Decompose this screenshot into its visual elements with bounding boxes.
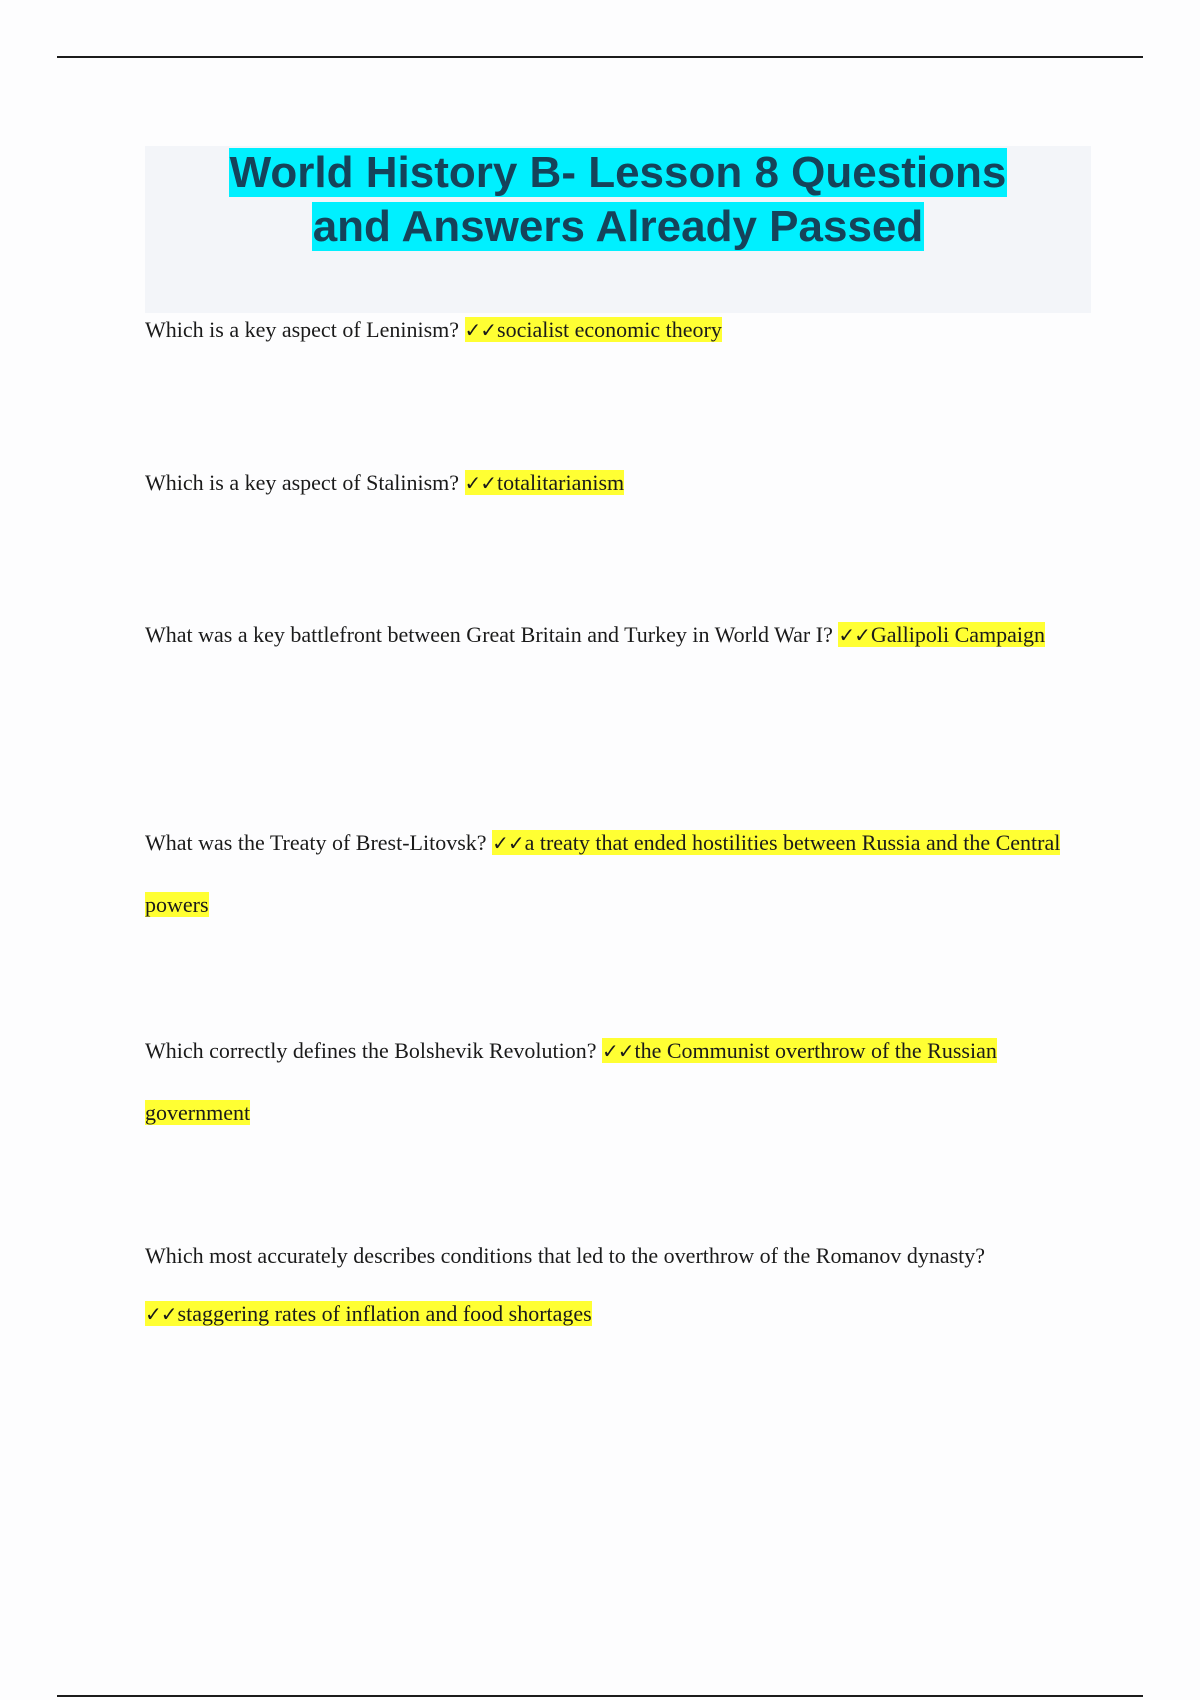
question-text: What was the Treaty of Brest-Litovsk? (145, 830, 493, 855)
double-check-icon: ✓✓ (601, 1039, 634, 1063)
answer-text: ✓✓Gallipoli Campaign (838, 622, 1046, 647)
double-check-icon: ✓✓ (838, 623, 870, 647)
question-text: What was a key battlefront between Great Britain and Turkey in World War I? (145, 622, 839, 647)
qa-item (145, 1227, 1091, 1343)
answer-text: ✓✓staggering rates of inflation and food shortages (145, 1301, 592, 1326)
qa-item (145, 812, 1091, 935)
answer-text: ✓✓the Communist overthrow of the Russian government (145, 1038, 997, 1125)
qa-item (145, 452, 1091, 514)
question-text: Which most accurately describes conditions that led to the overthrow of the Romanov dynasty? (145, 1243, 986, 1268)
question-text: Which is a key aspect of Leninism? (145, 317, 465, 342)
question-text: Which is a key aspect of Stalinism? (145, 470, 465, 495)
double-check-icon: ✓✓ (492, 831, 524, 855)
qa-item (145, 1020, 1091, 1143)
answer-text: ✓✓totalitarianism (464, 470, 625, 495)
bottom-rule (57, 1695, 1143, 1697)
document-title-line-1: World History B- Lesson 8 Questions (229, 148, 1007, 197)
top-rule (57, 56, 1143, 58)
double-check-icon: ✓✓ (464, 318, 497, 342)
answer-text: ✓✓a treaty that ended hostilities between Russia and the Central powers (145, 830, 1061, 917)
document-title-line-2: and Answers Already Passed (312, 202, 924, 251)
title-banner (145, 146, 1091, 313)
qa-item (145, 604, 1091, 666)
double-check-icon: ✓✓ (464, 471, 497, 495)
double-check-icon: ✓✓ (145, 1302, 177, 1326)
qa-item (145, 299, 1091, 361)
answer-text: ✓✓socialist economic theory (464, 317, 722, 342)
question-text: Which correctly defines the Bolshevik Revolution? (145, 1038, 602, 1063)
